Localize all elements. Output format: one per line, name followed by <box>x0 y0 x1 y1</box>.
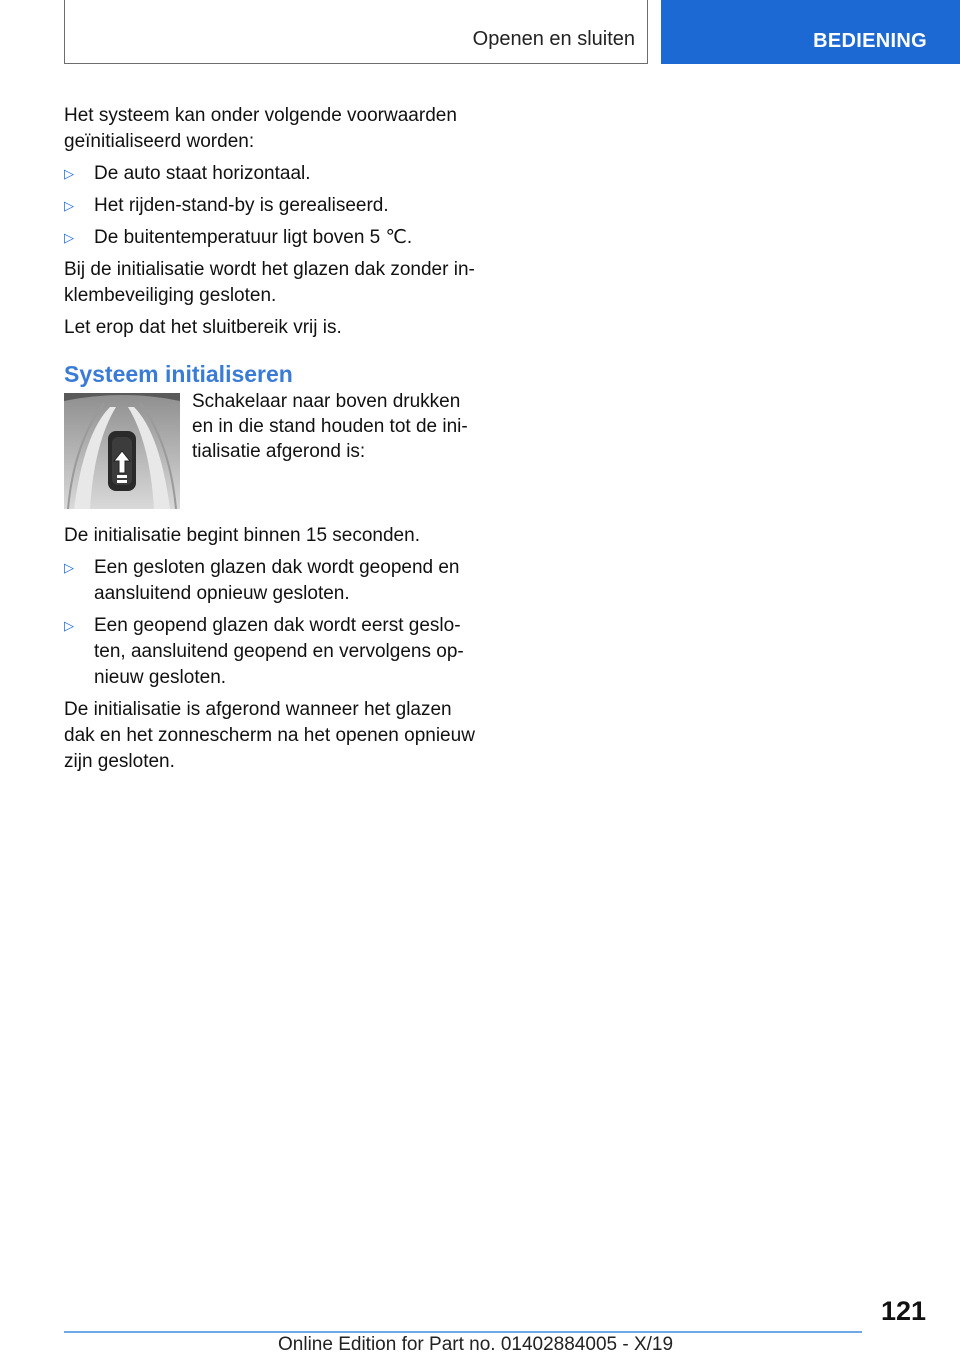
steps-list <box>64 555 482 691</box>
list-item: ▷ De auto staat horizontaal. <box>64 161 482 187</box>
roof-switch-illustration <box>64 393 180 509</box>
bullet-triangle-icon: ▷ <box>64 560 74 575</box>
intro-text: Het systeem kan onder volgende voorwaarden geïnitialiseerd worden: <box>64 105 457 152</box>
header-section-box <box>64 0 648 64</box>
start-text: De initialisatie begint binnen 15 seconden. <box>64 525 420 546</box>
roof-switch-image <box>64 393 180 509</box>
footer-divider <box>64 1331 862 1333</box>
bullet-triangle-icon: ▷ <box>64 166 74 181</box>
main-content <box>64 103 482 781</box>
figure-row <box>64 393 482 509</box>
header-chapter-tab: BEDIENING <box>661 0 960 64</box>
list-item: ▷ Een geopend glazen dak wordt eerst gesloten, aansluitend geopend en vervolgens opnieuw gesloten. <box>64 615 464 688</box>
end-text: De initialisatie is afgerond wanneer het glazen dak en het zonnescherm na het openen opnieuw zijn gesloten. <box>64 699 475 772</box>
page-number: 121 <box>880 1296 926 1326</box>
header-section-title: Openen en sluiten <box>472 28 635 50</box>
bullet-triangle-icon: ▷ <box>64 230 74 245</box>
list-item: ▷ Een gesloten glazen dak wordt geopend en aansluitend opnieuw gesloten. <box>64 557 460 604</box>
list-item: ▷ Het rijden-stand-by is gerealiseerd. <box>64 193 482 219</box>
list-item: ▷ De buitentemperatuur ligt boven 5 ℃. <box>64 225 482 251</box>
figure-caption: Schakelaar naar boven drukken en in die stand houden tot de initialisatie afgerond is: <box>192 391 468 462</box>
conditions-list <box>64 161 482 251</box>
bullet-triangle-icon: ▷ <box>64 198 74 213</box>
section-heading: Systeem initialiseren <box>64 361 293 387</box>
footer-edition: Online Edition for Part no. 01402884005 - X/19 <box>278 1334 674 1355</box>
closing-area-note: Let erop dat het sluitbereik vrij is. <box>64 317 342 338</box>
pinch-protection-note: Bij de initialisatie wordt het glazen dak zonder inklembeveiliging gesloten. <box>64 259 475 306</box>
bullet-triangle-icon: ▷ <box>64 618 74 633</box>
